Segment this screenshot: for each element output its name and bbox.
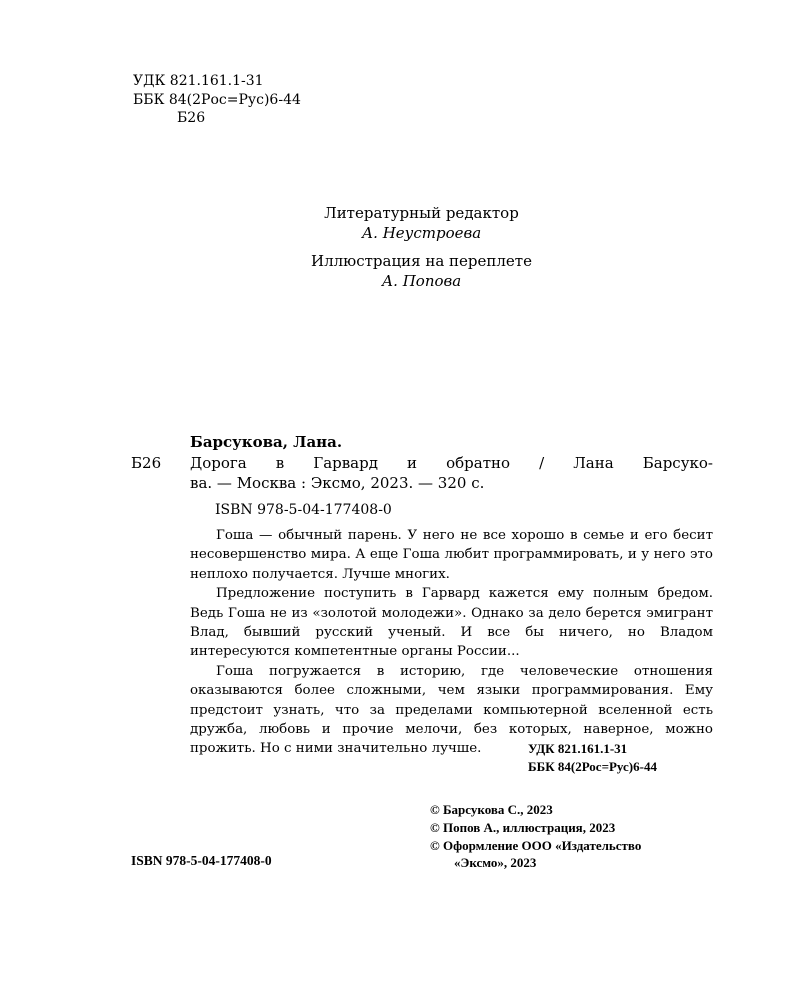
isbn-bottom: ISBN 978-5-04-177408-0: [131, 853, 272, 868]
author-mark: Б26: [177, 110, 206, 126]
bbk-code: ББК 84(2Рос=Рус)6-44: [133, 91, 301, 108]
copyright-line: «Эксмо», 2023: [454, 855, 537, 871]
bibliography-record-line: ва. — Москва : Эксмо, 2023. — 320 с.: [190, 474, 485, 492]
author-heading: Барсукова, Лана.: [190, 433, 343, 451]
copyright-line: © Барсукова С., 2023: [430, 802, 553, 817]
annotation-paragraph: Предложение поступить в Гарвард кажется ему полным бредом. Ведь Гоша не из «золотой молодежи». Однако за дело берется эмигрант Влад, бывший русский ученый. И все бы ничего, но Владом интересуются компетентные органы России...: [190, 586, 713, 660]
bibliography-author-mark: Б26: [131, 454, 162, 472]
bibliography-record-line: Дорога в Гарвард и обратно / Лана Барсуко-: [190, 454, 713, 472]
udk-code-bottom: УДК 821.161.1-31: [528, 741, 628, 756]
isbn-record: ISBN 978-5-04-177408-0: [215, 502, 392, 518]
annotation-paragraph: Гоша — обычный парень. У него не все хорошо в семье и его бесит несовершенство мира. А еще Гоша любит программировать, и у него это неплохо получается. Лучше многих.: [190, 528, 713, 582]
annotation: [190, 526, 713, 759]
illustration-role: Иллюстрация на переплете: [311, 252, 532, 270]
copyright-block: [430, 801, 641, 872]
copyright-line: © Попов А., иллюстрация, 2023: [430, 819, 616, 835]
bbk-code-bottom: ББК 84(2Рос=Рус)6-44: [528, 758, 657, 774]
editor-name: А. Неустроева: [361, 224, 482, 242]
annotation-paragraph: Гоша погружается в историю, где человеческие отношения оказываются более сложными, чем языки программирования. Ему предстоит узнать, что за пределами компьютерной вселенной есть дружба, любовь и прочие мелочи, без которых, наверное, можно прожить. Но с ними значительно лучше.: [190, 663, 713, 757]
copyright-line: © Оформление ООО «Издательство: [430, 837, 642, 853]
udk-code: УДК 821.161.1-31: [133, 73, 264, 89]
editor-role: Литературный редактор: [324, 204, 519, 222]
classification-bottom: [528, 740, 657, 775]
illustration-name: А. Попова: [381, 272, 462, 290]
classification-block: [133, 72, 301, 128]
